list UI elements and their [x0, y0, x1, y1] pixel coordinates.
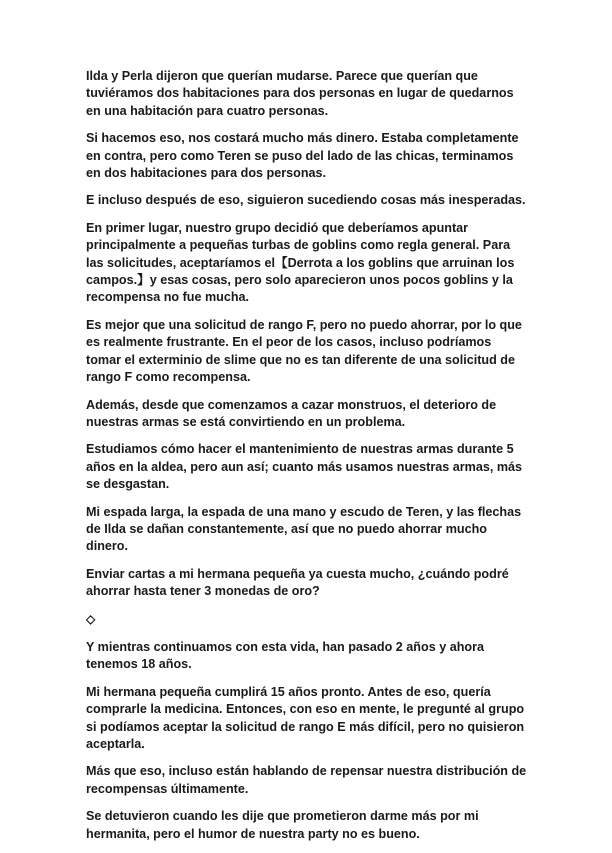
paragraph-2: Si hacemos eso, nos costará mucho más dinero. Estaba completamente en contra, pero como Teren se puso del lado de las chicas, terminamos en dos habitaciones para dos personas. [86, 131, 519, 181]
paragraph-5: Es mejor que una solicitud de rango F, pero no puedo ahorrar, por lo que es realmente frustrante. En el peor de los casos, incluso podríamos tomar el exterminio de slime que no es tan diferente de una solicitud de rango F como recompensa. [86, 317, 522, 385]
paragraph-10: Y mientras continuamos con esta vida, han pasado 2 años y ahora tenemos 18 años. [86, 639, 484, 672]
paragraph-6: Además, desde que comenzamos a cazar monstruos, el deterioro de nuestras armas se está convirtiendo en un problema. [86, 397, 497, 429]
paragraph-13: Se detuvieron cuando les dije que prometieron darme más por mi hermanita, pero el humor de nuestra party no es bueno. [86, 809, 479, 841]
paragraph-9: Enviar cartas a mi hermana pequeña ya cuesta mucho, ¿cuándo podré ahorrar hasta tener 3 monedas de oro? [86, 566, 509, 599]
section-break-diamond: ◇ [86, 611, 96, 626]
paragraph-1: Ilda y Perla dijeron que querían mudarse. Parece que querían que tuviéramos dos habitaciones para dos personas en lugar de quedarnos en una habitación para cuatro personas. [86, 69, 514, 118]
paragraph-8: Mi espada larga, la espada de una mano y escudo de Teren, y las flechas de Ilda se dañan constantemente, así que no puedo ahorrar mucho dinero. [86, 504, 522, 554]
paragraph-11: Mi hermana pequeña cumplirá 15 años pronto. Antes de eso, quería comprarle la medicina. Entonces, con eso en mente, le pregunté al grupo si podíamos aceptar la solicitud de rango E más difícil, pero no quisieron aceptarla. [86, 684, 525, 751]
document-page [86, 68, 528, 853]
paragraph-12: Más que eso, incluso están hablando de repensar nuestra distribución de recompensas últimamente. [86, 764, 527, 796]
paragraph-3: E incluso después de eso, siguieron sucediendo cosas más inesperadas. [86, 193, 526, 208]
paragraph-7: Estudiamos cómo hacer el mantenimiento de nuestras armas durante 5 años en la aldea, pero aun así; cuanto más usamos nuestras armas, más se desgastan. [86, 442, 523, 492]
paragraph-4: En primer lugar, nuestro grupo decidió que deberíamos apuntar principalmente a pequeñas turbas de goblins como regla general. Para las solicitudes, aceptaríamos el【Derrota a los goblins que arruinan los campos.】y esas cosas, pero solo aparecieron unos pocos goblins y la recompensa no fue mucha. [86, 220, 515, 305]
